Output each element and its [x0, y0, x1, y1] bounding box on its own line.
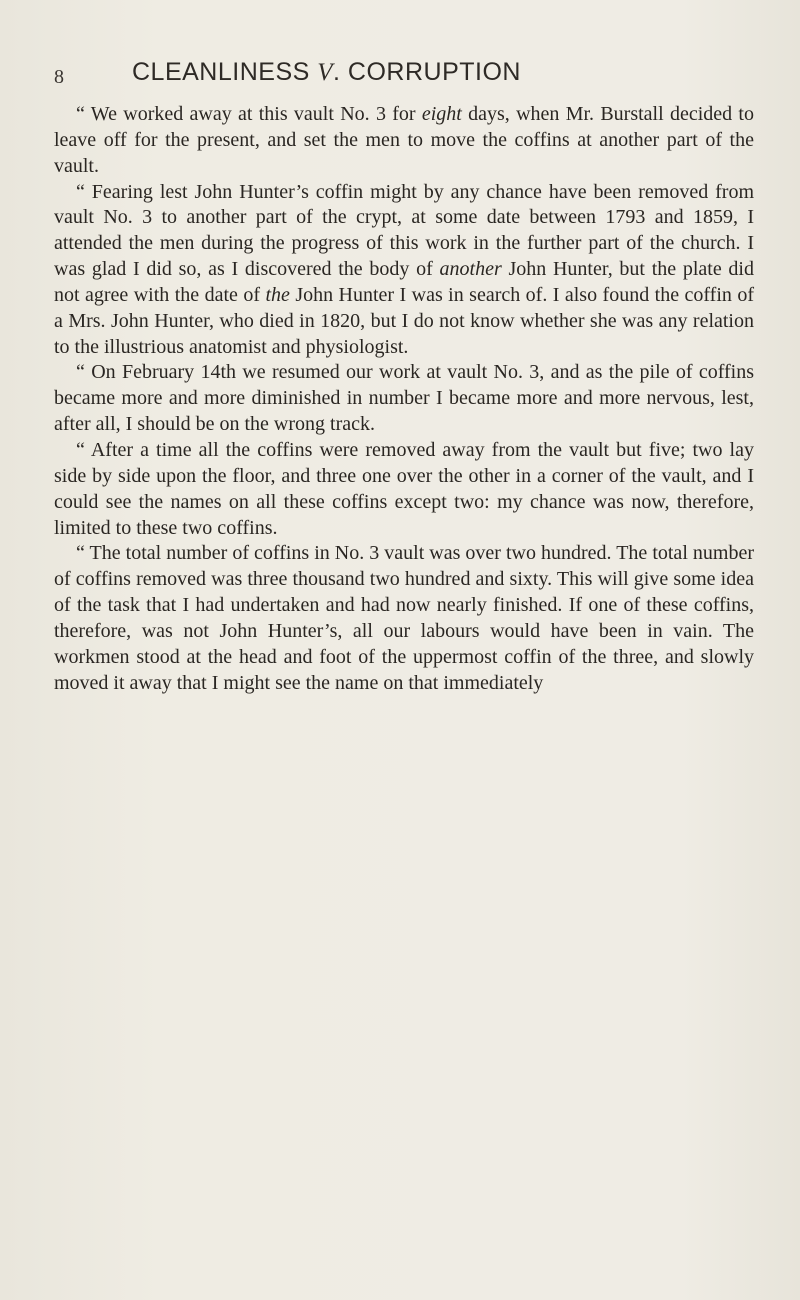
- paragraph-2: “ Fearing lest John Hunter’s coffin might by any chance have been removed from vault No. 3 to another part of the crypt, at some date between 1793 and 1859, I attended the men during the progress of this work in the further part of the church. I was glad I did so, as I discovered the body of another John Hunter, but the plate did not agree with the date of the John Hunter I was in search of. I also found the coffin of a Mrs. John Hunter, who died in 1820, but I do not know whether she was any relation to the illustrious anatomist and physiologist.: [54, 180, 754, 358]
- paragraph-4: “ After a time all the coffins were removed away from the vault but five; two lay side by side upon the floor, and three one over the other in a corner of the vault, and I could see the names on all these coffins except two: my chance was now, therefore, limited to these two coffins.: [54, 438, 754, 539]
- paragraph-1: “ We worked away at this vault No. 3 for eight days, when Mr. Burstall decided to leave off for the present, and set the men to move the coffins at another part of the vault.: [54, 103, 754, 177]
- running-head: CLEANLINESS V. CORRUPTION: [132, 58, 521, 86]
- page-header: [54, 58, 754, 98]
- paragraph-5: “ The total number of coffins in No. 3 vault was over two hundred. The total number of coffins removed was three thousand two hundred and sixty. This will give some idea of the task that I had undertaken and had now nearly finished. If one of these coffins, therefore, was not John Hunter’s, all our labours would have been in vain. The workmen stood at the head and foot of the uppermost coffin of the three, and slowly moved it away that I might see the name on that immediately: [54, 542, 754, 694]
- page-number: 8: [54, 66, 64, 88]
- body-text: [54, 102, 754, 696]
- paragraph-3: “ On February 14th we resumed our work at vault No. 3, and as the pile of coffins became more and more diminished in number I became more and more nervous, lest, after all, I should be on the wrong track.: [54, 361, 754, 436]
